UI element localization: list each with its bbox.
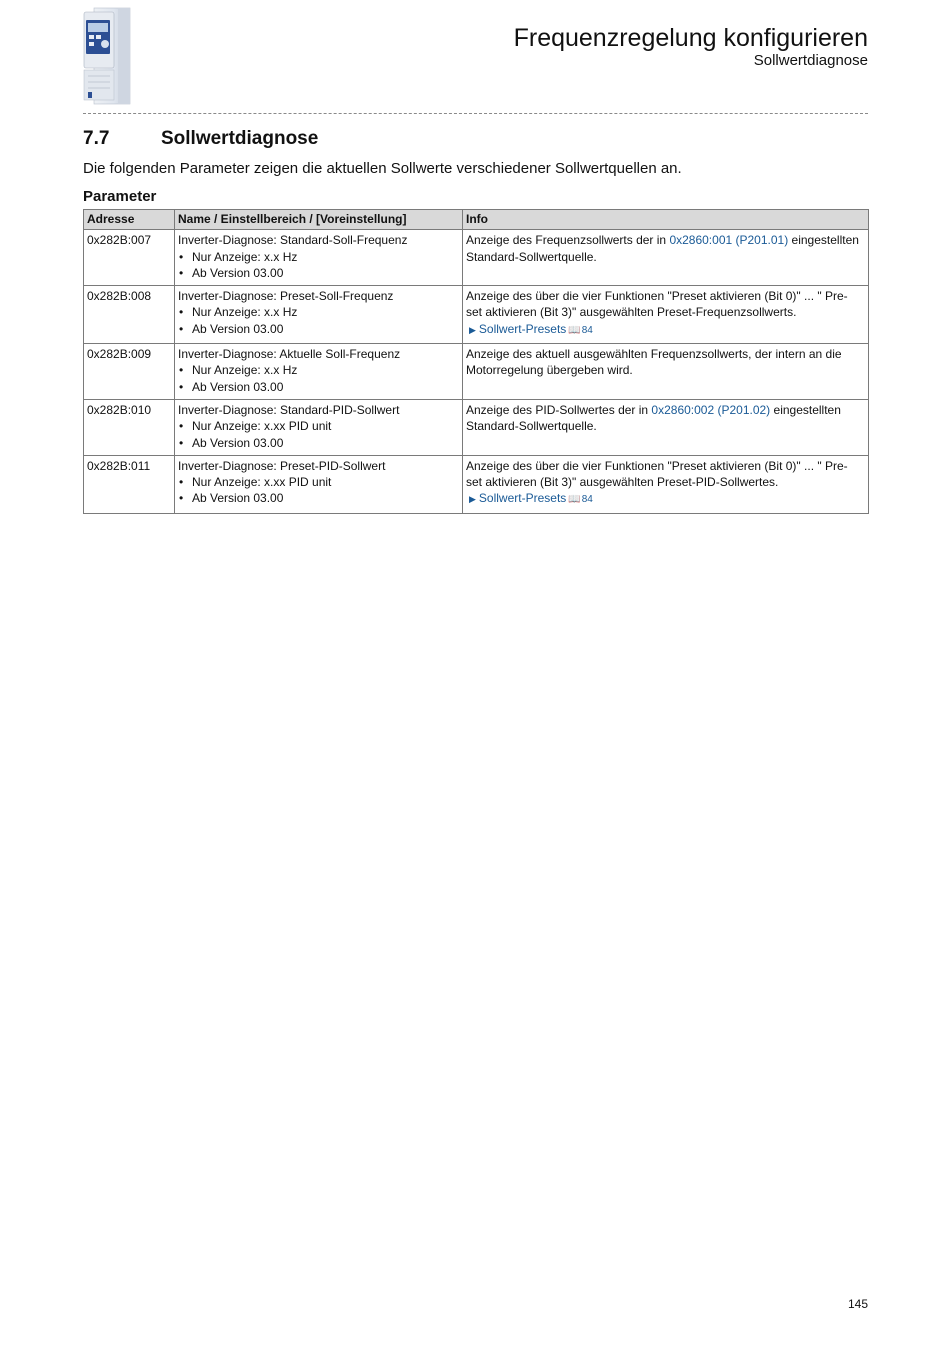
parameter-name: Inverter-Diagnose: Standard-PID-Sollwert [178, 402, 400, 417]
parameter-name: Inverter-Diagnose: Aktuelle Soll-Frequenz [178, 347, 401, 362]
xref-label: Sollwert-Presets [478, 491, 567, 506]
list-item: • Ab Version 03.00 [178, 265, 459, 281]
list-item: • Ab Version 03.00 [178, 379, 459, 395]
section-title: Sollwertdiagnose [161, 128, 319, 149]
info-text: eingestellten Standard-Sollwertquelle. [466, 402, 841, 434]
name-cell [175, 344, 463, 400]
xref-page: 84 [581, 324, 593, 336]
header-divider [83, 113, 868, 114]
table-row [84, 230, 869, 286]
column-header-address: Adresse [84, 210, 175, 230]
info-text: eingestellten Standard-Sollwertquelle. [466, 233, 859, 264]
info-cell [463, 455, 869, 513]
name-cell [175, 230, 463, 286]
info-cell [463, 399, 869, 455]
parameter-name: Inverter-Diagnose: Preset-PID-Sollwert [178, 458, 386, 473]
table-row [84, 455, 869, 513]
section-number: 7.7 [83, 128, 110, 149]
list-item: • Nur Anzeige: x.x Hz [178, 249, 459, 265]
list-item: • Ab Version 03.00 [178, 435, 459, 451]
info-cell [463, 230, 869, 286]
table-row [84, 344, 869, 400]
info-text: Anzeige des Frequenzsollwerts der in [466, 233, 670, 248]
table-row [84, 399, 869, 455]
parameter-heading: Parameter [83, 188, 157, 205]
address-cell: 0x282B:010 [84, 399, 175, 455]
header-title: Frequenzregelung konfigurieren [513, 24, 868, 52]
name-cell [175, 455, 463, 513]
column-header-info: Info [463, 210, 869, 230]
info-text: Anzeige des PID-Sollwertes der in [466, 402, 652, 417]
list-item: • Nur Anzeige: x.x Hz [178, 362, 459, 378]
intro-text: Die folgenden Parameter zeigen die aktuellen Sollwerte verschiedener Sollwertquellen an. [83, 160, 682, 177]
cross-reference-link[interactable] [469, 321, 593, 339]
xref-page: 84 [581, 494, 593, 506]
info-text: set aktivieren (Bit 3)" ausgewählten Preset-PID-Sollwertes. [466, 475, 779, 490]
list-item: • Ab Version 03.00 [178, 490, 459, 506]
parameter-link[interactable]: 0x2860:002 (P201.02) [651, 402, 771, 417]
table-row [84, 286, 869, 344]
info-text: Anzeige des über die vier Funktionen "Preset aktivieren (Bit 0)" ... " Pre- [466, 289, 848, 304]
parameter-name: Inverter-Diagnose: Preset-Soll-Frequenz [178, 289, 394, 304]
book-icon: 📖 [568, 324, 581, 336]
info-text: set aktivieren (Bit 3)" ausgewählten Preset-Frequenzsollwerts. [466, 305, 797, 320]
list-item: • Nur Anzeige: x.x Hz [178, 304, 459, 320]
column-header-name: Name / Einstellbereich / [Voreinstellung] [175, 210, 463, 230]
info-cell: Anzeige des aktuell ausgewählten Frequenzsollwerts, der intern an die Motorregelung übergeben wird. [463, 344, 869, 400]
list-item: • Nur Anzeige: x.xx PID unit [178, 418, 459, 434]
parameter-link[interactable]: 0x2860:001 (P201.01) [669, 233, 789, 248]
page-number: 145 [847, 1297, 868, 1311]
name-cell [175, 286, 463, 344]
xref-label: Sollwert-Presets [478, 321, 567, 336]
address-cell: 0x282B:007 [84, 230, 175, 286]
address-cell: 0x282B:009 [84, 344, 175, 400]
cross-reference-link[interactable] [469, 490, 593, 508]
triangle-right-icon: ▶ [469, 494, 476, 505]
book-icon: 📖 [568, 494, 581, 506]
inverter-device-icon [80, 6, 136, 106]
info-text: Anzeige des über die vier Funktionen "Preset aktivieren (Bit 0)" ... " Pre- [466, 458, 848, 473]
parameter-table [83, 209, 869, 514]
triangle-right-icon: ▶ [469, 324, 476, 335]
header-subtitle: Sollwertdiagnose [753, 52, 868, 69]
info-cell [463, 286, 869, 344]
name-cell [175, 399, 463, 455]
list-item: • Nur Anzeige: x.xx PID unit [178, 474, 459, 490]
table-header-row [84, 210, 869, 230]
address-cell: 0x282B:008 [84, 286, 175, 344]
address-cell: 0x282B:011 [84, 455, 175, 513]
list-item: • Ab Version 03.00 [178, 321, 459, 337]
parameter-name: Inverter-Diagnose: Standard-Soll-Frequenz [178, 233, 408, 248]
